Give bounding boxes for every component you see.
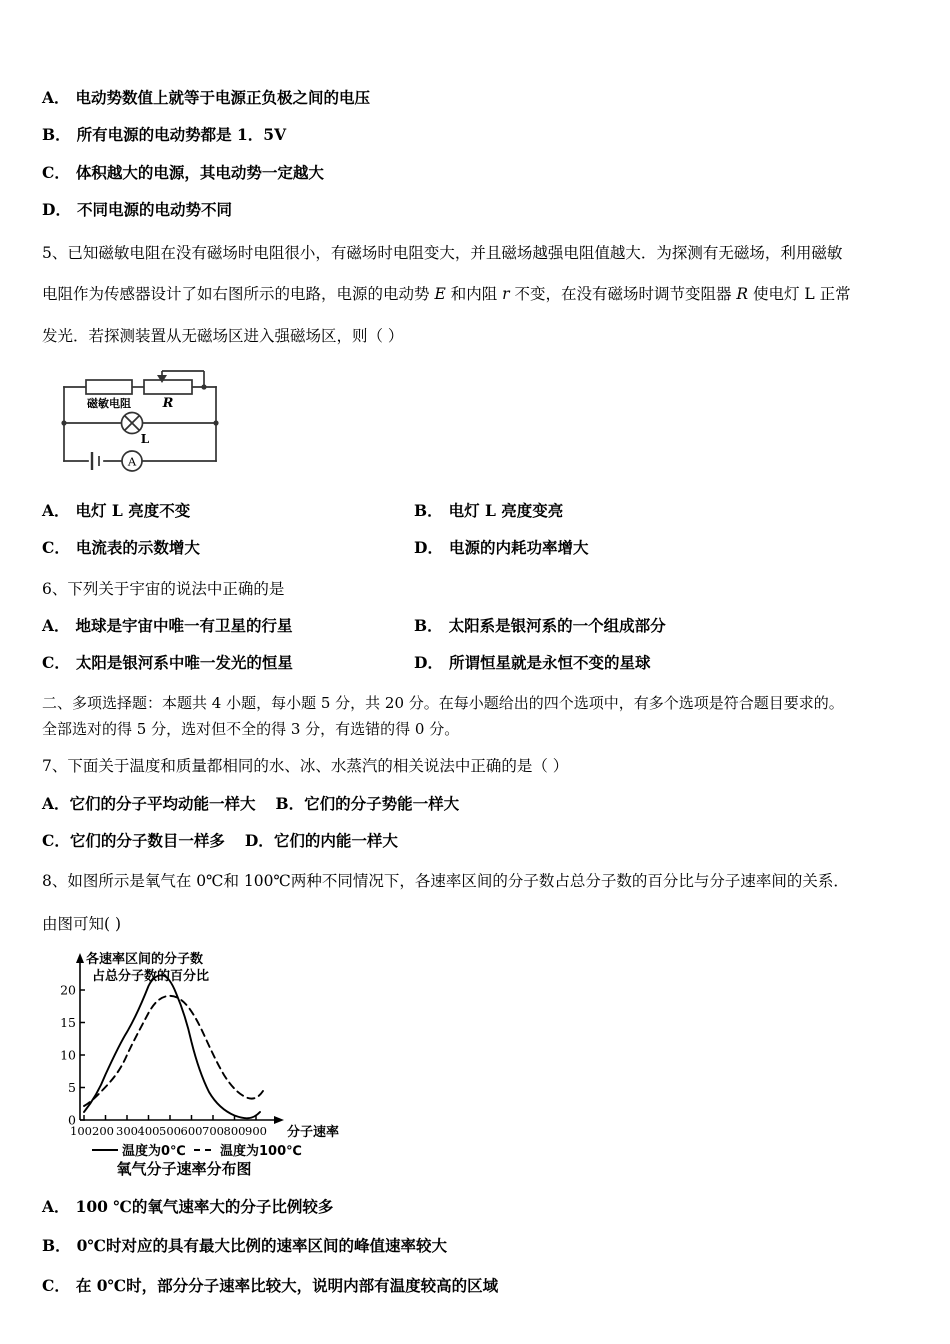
option-text: 所有电源的电动势都是 1．5V bbox=[76, 125, 287, 145]
chart-title: 氧气分子速率分布图 bbox=[116, 1160, 252, 1178]
x-tick-label: 500 bbox=[159, 1124, 181, 1139]
option-cell bbox=[414, 653, 914, 672]
y-tick-label: 20 bbox=[60, 982, 76, 998]
stem-part: 和内阻 bbox=[445, 285, 503, 304]
option-text: 100 ℃的氧气速率大的分子比例较多 bbox=[75, 1197, 334, 1217]
question-8-stem-line-1: 8、如图所示是氧气在 0℃和 100℃两种不同情况下，各速率区间的分子数占总分子数的百分比与分子速率间的关系． bbox=[42, 872, 849, 891]
option-text: 在 0℃时，部分分子速率比较大，说明内部有温度较高的区域 bbox=[75, 1275, 499, 1295]
symbol-emf: E bbox=[434, 285, 446, 304]
symbol-rheostat: R bbox=[736, 285, 749, 304]
question-5-stem-line-1: 5、已知磁敏电阻在没有磁场时电阻很小，有磁场时电阻变大，并且磁场越强电阻值越大．为探测有无磁场，利用磁敏 bbox=[42, 243, 843, 262]
section-two-line-2: 全部选对的得 5 分，选对但不全的得 3 分，有选错的得 0 分。 bbox=[42, 719, 460, 738]
question-6-option-row-1 bbox=[42, 616, 914, 635]
circuit-diagram-svg bbox=[46, 365, 251, 477]
option-lead: D． bbox=[414, 653, 443, 673]
option-lead: A． bbox=[42, 793, 70, 813]
option-text: 它们的分子势能一样大 bbox=[304, 793, 460, 813]
option-lead: C． bbox=[42, 653, 70, 673]
option-text: 所谓恒星就是永恒不变的星球 bbox=[448, 653, 651, 673]
section-two-heading bbox=[42, 691, 914, 742]
y-axis-label-line-2: 占总分子数的百分比 bbox=[92, 969, 210, 985]
option-lead: D． bbox=[414, 538, 443, 558]
option-lead: C． bbox=[42, 1275, 70, 1295]
option-lead: C． bbox=[42, 538, 70, 558]
question-5-option-row-1 bbox=[42, 501, 914, 520]
option-text: 0℃时对应的具有最大比例的速率区间的峰值速率较大 bbox=[76, 1236, 447, 1256]
option-lead: D． bbox=[42, 200, 71, 220]
option-row bbox=[42, 200, 914, 219]
question-8-option-a bbox=[42, 1197, 914, 1216]
x-tick-label: 900 bbox=[245, 1124, 267, 1139]
y-tick-label: 5 bbox=[68, 1080, 76, 1096]
question-7 bbox=[42, 753, 914, 850]
lamp-label: L bbox=[140, 431, 150, 446]
option-text: 地球是宇宙中唯一有卫星的行星 bbox=[75, 615, 293, 635]
magneto-resistor-symbol bbox=[86, 380, 132, 394]
magneto-resistor-label: 磁敏电阻 bbox=[87, 396, 131, 410]
x-tick-label: 100 bbox=[70, 1124, 92, 1139]
option-text: 不同电源的电动势不同 bbox=[76, 200, 232, 220]
option-row bbox=[42, 125, 914, 144]
option-text: 它们的分子平均动能一样大 bbox=[69, 793, 256, 813]
rheostat-symbol bbox=[144, 380, 192, 394]
junction-dot-right bbox=[213, 420, 218, 425]
y-axis-label-line-1: 各速率区间的分子数 bbox=[86, 952, 204, 968]
speed-distribution-figure bbox=[44, 945, 374, 1181]
option-lead: C． bbox=[42, 162, 70, 182]
option-text: 电灯 L 亮度不变 bbox=[75, 500, 191, 520]
option-lead: C． bbox=[42, 830, 70, 850]
question-7-option-row-2 bbox=[42, 831, 914, 850]
chart-legend bbox=[92, 1143, 302, 1159]
x-tick-label: 400 bbox=[137, 1124, 160, 1139]
option-text: 电灯 L 亮度变亮 bbox=[448, 500, 564, 520]
rheostat-label: R bbox=[162, 395, 174, 411]
section-two-line-1: 二、多项选择题：本题共 4 小题，每小题 5 分，共 20 分。在每小题给出的四个选项中，有多个选项是符合题目要求的。 bbox=[42, 693, 844, 712]
y-tick-label: 15 bbox=[60, 1015, 76, 1031]
stem-part: 电阻作为传感器设计了如右图所示的电路，电源的电动势 bbox=[42, 285, 435, 304]
junction-dot bbox=[201, 384, 206, 389]
option-lead: B． bbox=[42, 1236, 71, 1256]
series-dashed-100c bbox=[84, 996, 263, 1106]
option-lead: A． bbox=[42, 500, 70, 520]
question-8 bbox=[42, 868, 914, 1295]
option-cell bbox=[414, 616, 914, 635]
option-text: 太阳系是银河系的一个组成部分 bbox=[448, 615, 666, 635]
legend-label-solid: 温度为0℃ bbox=[122, 1144, 186, 1160]
option-lead: A． bbox=[42, 1197, 70, 1217]
question-8-stem-line-2: 由图可知( ) bbox=[42, 914, 122, 933]
x-axis-arrow-icon bbox=[274, 1116, 284, 1124]
question-8-option-c bbox=[42, 1276, 914, 1295]
stem-part: 不变，在没有磁场时调节变阻器 bbox=[509, 285, 737, 304]
x-tick-label: 200 bbox=[92, 1124, 114, 1139]
x-tick-label: 800 bbox=[223, 1124, 246, 1139]
ammeter-label: A bbox=[127, 454, 137, 469]
question-5 bbox=[42, 238, 914, 558]
x-tick-label: 300 bbox=[116, 1124, 138, 1139]
option-cell bbox=[42, 501, 414, 520]
option-cell bbox=[42, 653, 414, 672]
question-6 bbox=[42, 576, 914, 673]
speed-distribution-svg bbox=[44, 945, 370, 1177]
option-row bbox=[42, 163, 914, 182]
option-lead: B． bbox=[275, 793, 305, 813]
question-5-stem-line-2 bbox=[42, 279, 914, 311]
option-cell bbox=[414, 538, 914, 557]
junction-dot-left bbox=[61, 420, 66, 425]
option-text: 它们的分子数目一样多 bbox=[69, 830, 225, 850]
legend-label-dashed: 温度为100℃ bbox=[220, 1144, 302, 1160]
option-text: 它们的内能一样大 bbox=[273, 830, 398, 850]
option-cell bbox=[414, 501, 914, 520]
question-8-option-b bbox=[42, 1236, 914, 1255]
x-axis-label: 分子速率 bbox=[287, 1125, 340, 1141]
question-7-stem: 7、下面关于温度和质量都相同的水、冰、水蒸汽的相关说法中正确的是（ ） bbox=[42, 757, 569, 776]
y-tick-label: 10 bbox=[60, 1047, 76, 1063]
question-7-option-row-1 bbox=[42, 794, 914, 813]
question-5-option-row-2 bbox=[42, 538, 914, 557]
stem-part: 使电灯 L 正常 bbox=[748, 285, 851, 304]
option-lead: B． bbox=[414, 500, 443, 520]
option-lead: A． bbox=[42, 88, 70, 107]
option-text: 电流表的示数增大 bbox=[75, 538, 200, 558]
option-text: 电动势数值上就等于电源正负极之间的电压 bbox=[75, 88, 371, 107]
option-cell bbox=[42, 538, 414, 557]
question-6-option-row-2 bbox=[42, 653, 914, 672]
question-6-stem: 6、下列关于宇宙的说法中正确的是 bbox=[42, 579, 285, 598]
option-text: 太阳是银河系中唯一发光的恒星 bbox=[75, 653, 293, 673]
question-4-options bbox=[42, 88, 914, 220]
x-tick-label: 700 bbox=[202, 1124, 224, 1139]
x-tick-label: 600 bbox=[180, 1124, 203, 1139]
option-cell bbox=[42, 616, 414, 635]
option-lead: A． bbox=[42, 615, 70, 635]
option-text: 体积越大的电源，其电动势一定越大 bbox=[75, 162, 324, 182]
option-lead: D． bbox=[244, 830, 274, 850]
page-body bbox=[42, 88, 914, 1313]
option-lead: B． bbox=[42, 125, 71, 145]
y-tick-label: 0 bbox=[68, 1112, 76, 1128]
symbol-internal-resistance: r bbox=[502, 285, 510, 304]
question-5-stem-line-3: 发光．若探测装置从无磁场区进入强磁场区，则（ ） bbox=[42, 327, 404, 346]
option-lead: B． bbox=[414, 615, 443, 635]
circuit-diagram-figure bbox=[46, 365, 256, 481]
option-row bbox=[42, 88, 914, 107]
y-axis-arrow-icon bbox=[76, 953, 84, 963]
option-text: 电源的内耗功率增大 bbox=[448, 538, 589, 558]
